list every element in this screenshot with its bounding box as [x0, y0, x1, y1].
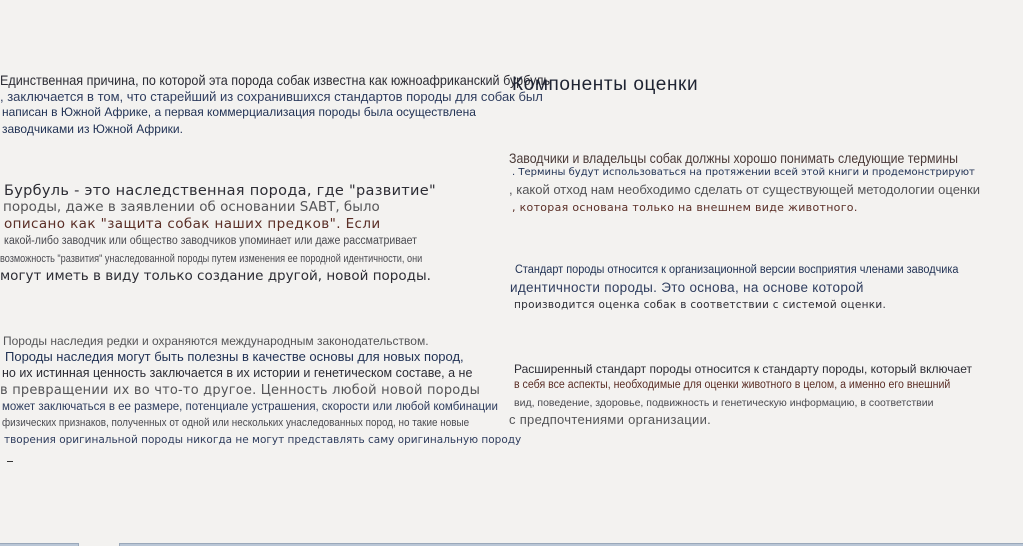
text-line: может заключаться в ее размере, потенциале устрашения, скорости или любой комбинации	[2, 401, 498, 413]
text-line: Единственная причина, по которой эта порода собак известна как южноафриканский бурбуль	[0, 72, 551, 88]
text-line: описано как "защита собак наших предков". Если	[4, 216, 381, 232]
trailing-dash	[7, 461, 13, 462]
text-line: заводчиками из Южной Африки.	[2, 122, 183, 136]
text-line: вид, поведение, здоровье, подвижность и генетическую информацию, в соответствии	[514, 397, 934, 409]
text-line: Породы наследия редки и охраняются международным законодательством.	[3, 334, 429, 348]
text-line: но их истинная ценность заключается в их истории и генетическом составе, а не	[2, 366, 473, 380]
text-line: какой-либо заводчик или общество заводчиков упоминает или даже рассматривает	[4, 235, 418, 247]
text-line: могут иметь в виду только создание другой, новой породы.	[0, 268, 431, 284]
section-heading: Компоненты оценки	[512, 74, 699, 95]
text-line: Стандарт породы относится к организационной версии восприятия членами заводчика	[515, 264, 959, 276]
text-line: в себя все аспекты, необходимые для оценки животного в целом, а именно его внешний	[514, 379, 951, 391]
text-line: . Термины будут использоваться на протяжении всей этой книги и продемонстрируют	[512, 167, 975, 178]
text-line: с предпочтениями организации.	[509, 412, 712, 427]
text-line: в превращении их во что-то другое. Ценность любой новой породы	[0, 383, 481, 398]
text-line: Породы наследия могут быть полезны в качестве основы для новых пород,	[5, 349, 464, 364]
text-line: физических признаков, полученных от одной или нескольких унаследованных пород, но такие новые	[2, 417, 470, 429]
text-line: возможность "развития" унаследованной породы путем изменения ее породной идентичности, они	[0, 253, 423, 265]
text-line: идентичности породы. Это основа, на основе которой	[510, 280, 864, 295]
text-line: написан в Южной Африке, а первая коммерциализация породы была осуществлена	[2, 105, 476, 119]
text-line: производится оценка собак в соответствии с системой оценки.	[514, 299, 887, 311]
text-line: творения оригинальной породы никогда не могут представлять саму оригинальную породу	[4, 434, 522, 446]
text-line: , заключается в том, что старейший из сохранившихся стандартов породы для собак был	[0, 89, 543, 104]
text-line: Расширенный стандарт породы относится к стандарту породы, который включает	[514, 362, 972, 376]
text-line: , которая основана только на внешнем виде животного.	[512, 201, 858, 214]
text-line: Бурбуль - это наследственная порода, где "развитие"	[4, 183, 436, 199]
text-line: Заводчики и владельцы собак должны хорошо понимать следующие термины	[509, 150, 959, 166]
text-line: породы, даже в заявлении об основании SABT, было	[3, 199, 380, 215]
text-line: , какой отход нам необходимо сделать от существующей методологии оценки	[509, 182, 981, 197]
